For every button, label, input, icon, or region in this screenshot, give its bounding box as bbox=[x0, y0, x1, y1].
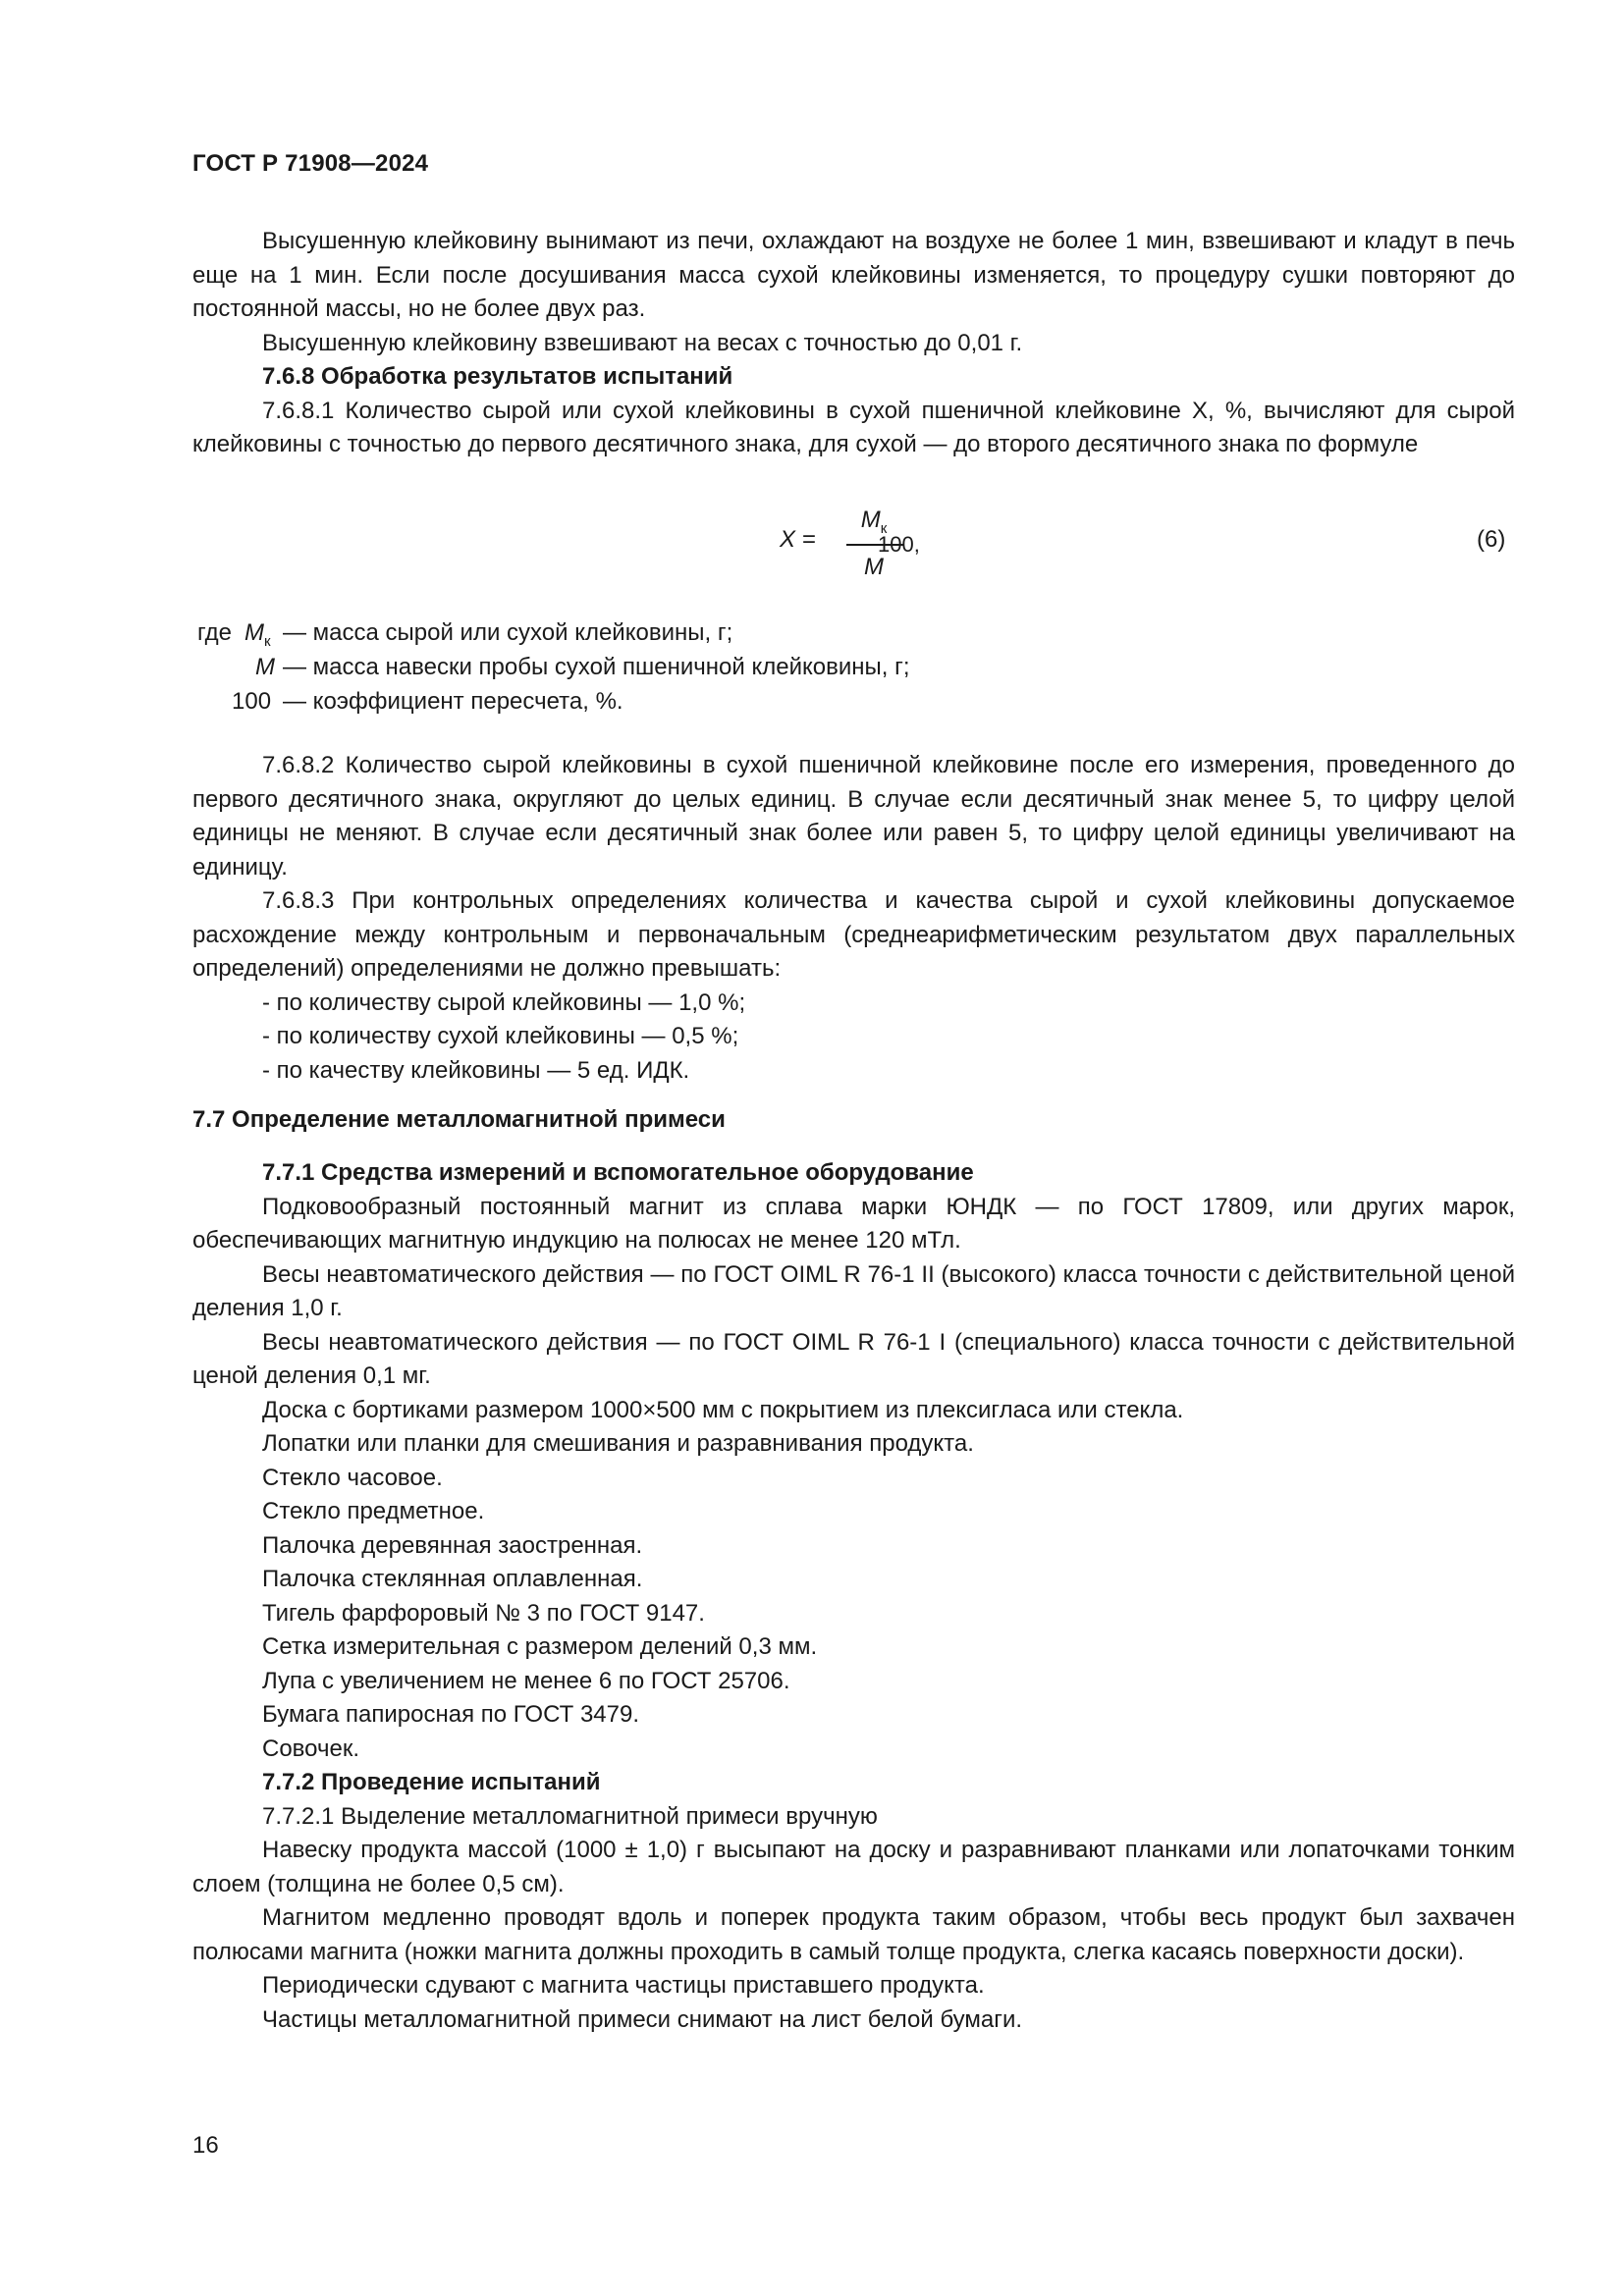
formula-numerator-subscript: к bbox=[880, 519, 888, 537]
results-section bbox=[192, 749, 1515, 1088]
formula-factor bbox=[878, 532, 920, 558]
procedure-paragraph: Периодически сдувают с магнита частицы приставшего продукта. bbox=[262, 1972, 985, 1999]
formula-numerator-symbol: M bbox=[860, 507, 881, 533]
equipment-item: Лопатки или планки для смешивания и разравнивания продукта. bbox=[262, 1430, 974, 1457]
formula-legend bbox=[192, 615, 1174, 719]
section-heading-7-7: 7.7 Определение металломагнитной примеси bbox=[192, 1106, 726, 1133]
legend-symbol bbox=[255, 650, 275, 684]
legend-row bbox=[192, 615, 1174, 650]
procedure-paragraph: Частицы металломагнитной примеси снимают на лист белой бумаги. bbox=[262, 2005, 1023, 2033]
list-item: - по количеству сухой клейковины — 0,5 %; bbox=[262, 1023, 739, 1049]
legend-definition: — масса навески пробы сухой пшеничной клейковины, г; bbox=[283, 654, 910, 680]
legend-definition: — масса сырой или сухой клейковины, г; bbox=[283, 619, 733, 646]
legend-where-word: где bbox=[197, 619, 233, 646]
equipment-item: Стекло часовое. bbox=[262, 1464, 443, 1491]
drying-section bbox=[192, 225, 1515, 462]
equipment-item: Весы неавтоматического действия — по ГОСТ OIML R 76-1 I (специального) класса точности с действительной ценой деления 0,1 мг. bbox=[192, 1328, 1515, 1389]
equipment-item: Подковообразный постоянный магнит из сплава марки ЮНДК — по ГОСТ 17809, или других марок, обеспечивающих магнитную индукцию на полюсах не менее 120 мТл. bbox=[192, 1193, 1515, 1254]
formula-denominator-symbol: M bbox=[864, 554, 884, 580]
equipment-item: Лупа с увеличением не менее 6 по ГОСТ 25706. bbox=[262, 1667, 790, 1694]
equipment-item: Доска с бортиками размером 1000×500 мм с покрытием из плексигласа или стекла. bbox=[262, 1396, 1184, 1423]
equation-number: (6) bbox=[1477, 526, 1506, 553]
procedure-paragraph: 7.7.2.1 Выделение металломагнитной примеси вручную bbox=[262, 1802, 878, 1830]
section-heading-7-6-8: 7.6.8 Обработка результатов испытаний bbox=[262, 363, 733, 390]
list-item: - по качеству клейковины — 5 ед. ИДК. bbox=[262, 1056, 690, 1084]
paragraph-7-6-8-2: 7.6.8.2 Количество сырой клейковины в сухой пшеничной клейковине после его измерения, проведенного до первого десятичного знака, округляют до целых единиц. В случае если десятичный знак менее 5, то цифру целой единицы не меняют. В случае если десятичный знак более или равен 5, то цифру целой единицы увеличивают на единицу. bbox=[192, 752, 1515, 881]
equipment-item: Сетка измерительная с размером делений 0,3 мм. bbox=[262, 1633, 818, 1660]
legend-row bbox=[192, 684, 1174, 719]
equipment-section bbox=[192, 1156, 1515, 2037]
procedure-paragraph: Навеску продукта массой (1000 ± 1,0) г высыпают на доску и разравнивают планками или лопаточками тонким слоем (толщина не более 0,5 см). bbox=[192, 1837, 1515, 1897]
procedure-paragraph: Магнитом медленно проводят вдоль и поперек продукта таким образом, чтобы весь продукт был захвачен полюсами магнита (ножки магнита должны проходить в самый толще продукта, слегка касаясь поверхности доски). bbox=[192, 1904, 1515, 1965]
legend-row bbox=[192, 650, 1174, 684]
paragraph-7-6-8-3: 7.6.8.3 При контрольных определениях количества и качества сырой и сухой клейковины допускаемое расхождение между контрольным и первоначальным (среднеарифметическим результатом двух параллельных определений) определениями не должно превышать: bbox=[192, 887, 1515, 982]
equipment-item: Совочек. bbox=[262, 1735, 359, 1762]
paragraph: Высушенную клейковину взвешивают на весах с точностью до 0,01 г. bbox=[262, 329, 1023, 356]
legend-symbol: 100 bbox=[232, 688, 272, 715]
section-heading-7-7-1: 7.7.1 Средства измерений и вспомогательное оборудование bbox=[262, 1159, 974, 1186]
paragraph: Высушенную клейковину вынимают из печи, охлаждают на воздухе не более 1 мин, взвешивают и кладут в печь еще на 1 мин. Если после досушивания масса сухой клейковины изменяется, то процедуру сушки повторяют до постоянной массы, но не более двух раз. bbox=[192, 228, 1515, 322]
legend-definition: — коэффициент пересчета, %. bbox=[283, 688, 623, 715]
formula-denominator bbox=[844, 554, 903, 581]
equipment-item: Весы неавтоматического действия — по ГОСТ OIML R 76-1 II (высокого) класса точности с действительной ценой деления 1,0 г. bbox=[192, 1260, 1515, 1321]
section-heading-7-7-2: 7.7.2 Проведение испытаний bbox=[262, 1769, 601, 1795]
equipment-item: Палочка деревянная заостренная. bbox=[262, 1531, 643, 1559]
formula-factor-value: 100 bbox=[878, 532, 914, 557]
document-header: ГОСТ Р 71908—2024 bbox=[192, 150, 429, 177]
equipment-item: Тигель фарфоровый № 3 по ГОСТ 9147. bbox=[262, 1599, 705, 1627]
legend-symbol-main: M bbox=[244, 619, 264, 646]
list-item: - по количеству сырой клейковины — 1,0 %; bbox=[262, 988, 746, 1016]
tolerance-list bbox=[192, 987, 1515, 1089]
equipment-item: Палочка стеклянная оплавленная. bbox=[262, 1566, 643, 1592]
equipment-item: Бумага папиросная по ГОСТ 3479. bbox=[262, 1701, 639, 1728]
formula-trail: , bbox=[913, 532, 920, 557]
page-number: 16 bbox=[192, 2132, 219, 2159]
formula-lhs-text: X = bbox=[780, 526, 816, 553]
section-7-7 bbox=[192, 1103, 1515, 1138]
formula-lhs bbox=[780, 526, 816, 554]
formula-6 bbox=[766, 503, 943, 581]
legend-symbol-main: M bbox=[255, 654, 275, 680]
legend-symbol-subscript: к bbox=[264, 632, 271, 650]
paragraph-7-6-8-1: 7.6.8.1 Количество сырой или сухой клейковины в сухой пшеничной клейковине X, %, вычисляют для сырой клейковины с точностью до первого десятичного знака, для сухой — до второго десятичного знака по формуле bbox=[192, 397, 1515, 457]
equipment-item: Стекло предметное. bbox=[262, 1498, 485, 1524]
